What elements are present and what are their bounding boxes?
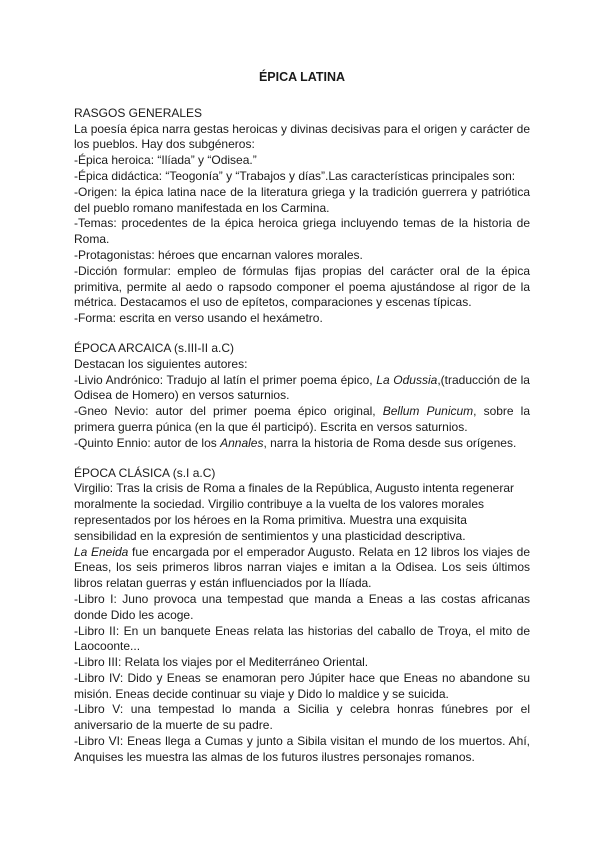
item-epica-didactica: -Épica didáctica: “Teogonía” y “Trabajos y días”.Las características principales son: xyxy=(74,168,516,183)
item-protagonistas: -Protagonistas: héroes que encarnan valores morales. xyxy=(74,247,363,262)
document-title: ÉPICA LATINA xyxy=(258,70,346,84)
item-forma: -Forma: escrita en verso usando el hexámetro. xyxy=(74,311,323,326)
item-origen: -Origen: la épica latina nace de la literatura griega y la tradición guerrera y patriótica del pueblo romano manifestada en los Carmina. xyxy=(74,184,530,215)
paragraph-intro: Destacan los siguientes autores: xyxy=(74,356,248,371)
item-libro-6: -Libro VI: Eneas llega a Cumas y junto a Sibila visitan el mundo de los muertos. Ahí, Anquises les muestra las almas de los futuros ilustres personajes romanos. xyxy=(74,734,530,764)
item-ennio: -Quinto Ennio: autor de los Annales, narra la historia de Roma desde sus orígenes. xyxy=(74,435,517,450)
item-libro-2: -Libro II: En un banquete Eneas relata las historias del caballo de Troya, el mito de Laocoonte... xyxy=(74,623,530,654)
work-title: Annales xyxy=(220,435,264,450)
item-livio: -Livio Andrónico: Tradujo al latín el primer poema épico, La Odussia,(traducción de la Odisea de Homero) en versos saturnios. xyxy=(74,372,530,403)
paragraph-virgilio: Virgilio: Tras la crisis de Roma a finales de la República, Augusto intenta regenerar moralmente la sociedad. Virgilio contribuye a la vuelta de los valores morales representados por los héroes en la Roma primitiva. Muestra una exquisita sensibilidad en la expresión de sentimientos y una plasticidad descriptiva. xyxy=(74,481,515,543)
paragraph-eneida: La Eneida fue encargada por el emperador Augusto. Relata en 12 libros los viajes de Eneas, los seis primeros libros narran viajes e imitan a la Odisea. Los seis últimos libros relatan guerras y están influenciados por la Ilíada. xyxy=(74,544,530,591)
item-libro-4: -Libro IV: Dido y Eneas se enamoran pero Júpiter hace que Eneas no abandone su misión. Eneas decide continuar su viaje y Dido lo maldice y se suicida. xyxy=(74,670,530,701)
item-epica-heroica: -Épica heroica: “Ilíada” y “Odisea.” xyxy=(74,153,257,168)
item-libro-5: -Libro V: una tempestad lo manda a Sicilia y celebra honras fúnebres por el aniversario de la muerte de su padre. xyxy=(74,702,530,733)
document-page xyxy=(74,70,530,766)
section-rasgos-generales xyxy=(74,106,530,327)
work-title: La Eneida xyxy=(74,544,129,559)
section-epoca-arcaica xyxy=(74,341,530,452)
work-title: La Odussia xyxy=(376,372,438,387)
item-libro-3: -Libro III: Relata los viajes por el Mediterráneo Oriental. xyxy=(74,655,369,670)
section-heading: ÉPOCA CLÁSICA (s.I a.C) xyxy=(74,465,216,480)
item-diccion: -Dicción formular: empleo de fórmulas fijas propias del carácter oral de la épica primitiva, permite al aedo o rapsodo componer el poema ajustándose al rigor de la métrica. Destacamos el uso de epítetos, comparaciones y escenas típicas. xyxy=(74,263,530,310)
item-libro-1: -Libro I: Juno provoca una tempestad que manda a Eneas a las costas africanas donde Dido les acoge. xyxy=(74,591,530,622)
section-epoca-clasica xyxy=(74,466,530,766)
section-heading: RASGOS GENERALES xyxy=(74,105,203,120)
section-heading: ÉPOCA ARCAICA (s.III-II a.C) xyxy=(74,340,235,355)
item-nevio: -Gneo Nevio: autor del primer poema épico original, Bellum Punicum, sobre la primera guerra púnica (en la que él participó). Escrita en versos saturnios. xyxy=(74,404,531,434)
paragraph-intro: La poesía épica narra gestas heroicas y divinas decisivas para el origen y carácter de los pueblos. Hay dos subgéneros: xyxy=(74,121,530,152)
item-temas: -Temas: procedentes de la épica heroica griega incluyendo temas de la historia de Roma. xyxy=(74,216,530,247)
work-title: Bellum Punicum xyxy=(382,404,474,419)
